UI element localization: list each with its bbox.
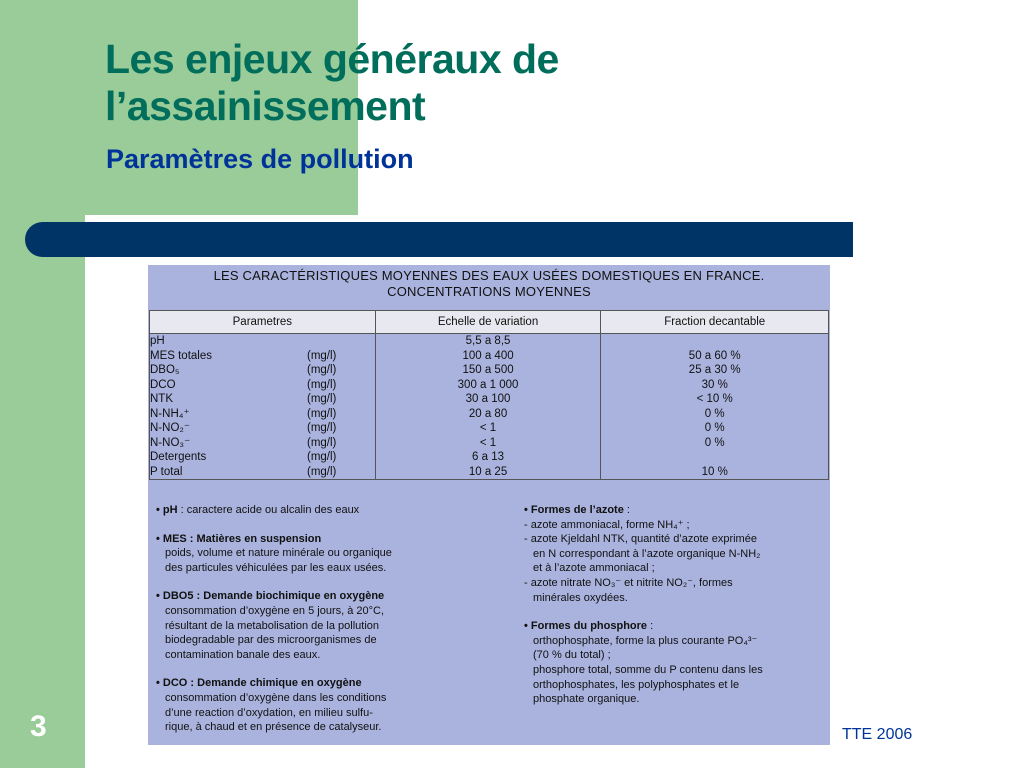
fraction-cell: 0 % <box>704 407 725 420</box>
note-text: minérales oxydées. <box>533 591 628 604</box>
note-ph <box>156 503 456 518</box>
fraction-cell <box>601 450 828 465</box>
left-green-band <box>0 0 85 768</box>
fraction-cell: 30 % <box>701 378 728 391</box>
note-azote <box>524 503 824 605</box>
note-mes-term: • MES : Matières en suspension <box>156 532 322 545</box>
range-column <box>375 334 601 480</box>
parameters-column <box>150 334 376 480</box>
note-azote-colon: : <box>623 504 630 516</box>
param-name: MES totales <box>150 349 212 362</box>
range-cell: 100 a 400 <box>462 349 514 362</box>
wastewater-characteristics-panel <box>148 265 830 745</box>
range-cell: 5,5 a 8,5 <box>465 335 511 347</box>
range-cell: < 1 <box>479 422 497 434</box>
fraction-cell: 10 % <box>701 465 728 478</box>
param-name: DBO₅ <box>150 364 180 376</box>
table-row <box>150 349 375 364</box>
table-row <box>150 334 375 349</box>
range-cell: 6 a 13 <box>472 451 505 463</box>
note-text: consommation d’oxygène dans les conditions <box>165 691 387 704</box>
fraction-cell: 25 a 30 % <box>688 364 741 376</box>
table-row <box>150 450 375 465</box>
range-cell: 20 a 80 <box>468 407 508 420</box>
column-header-fraction: Fraction decantable <box>601 311 829 334</box>
note-text: consommation d’oxygène en 5 jours, à 20°C, <box>165 604 385 617</box>
param-name: N-NH₄⁺ <box>150 407 190 420</box>
fraction-cell: 0 % <box>704 436 725 449</box>
slide-number: 3 <box>30 710 47 743</box>
note-text: - azote Kjeldahl NTK, quantité d’azote exprimée <box>524 533 757 546</box>
fraction-column <box>601 334 829 480</box>
note-dco-term: • DCO : Demande chimique en oxygène <box>156 677 362 690</box>
range-cell: 150 a 500 <box>462 364 514 376</box>
note-ph-term: • pH <box>156 504 178 516</box>
param-unit: (mg/l) <box>307 465 337 478</box>
param-unit: (mg/l) <box>307 436 337 449</box>
slide-title: Les enjeux généraux de l’assainissement <box>105 36 559 129</box>
range-cell: 10 a 25 <box>468 465 508 478</box>
note-text: rique, à chaud et en présence de catalyseur. <box>165 721 382 734</box>
note-text: orthophosphates, les polyphosphates et le <box>533 678 740 691</box>
range-cell: 30 a 100 <box>465 393 511 405</box>
note-text: poids, volume et nature minérale ou organique <box>165 547 392 560</box>
param-unit: (mg/l) <box>307 393 337 405</box>
notes-right-column <box>524 503 824 721</box>
table-body <box>150 334 829 480</box>
note-mes <box>156 532 456 576</box>
note-phosphore-term: • Formes du phosphore <box>524 620 648 633</box>
note-text: biodegradable par des microorganismes de <box>165 634 377 647</box>
note-text: orthophosphate, forme la plus courante PO₄³⁻ <box>533 634 758 647</box>
footer-text: TTE 2006 <box>842 726 913 743</box>
fraction-cell: 0 % <box>704 422 725 434</box>
column-header-range: Echelle de variation <box>375 311 601 334</box>
range-cell: < 1 <box>479 436 497 449</box>
note-text: - azote nitrate NO₃⁻ et nitrite NO₂⁻, formes <box>524 576 733 589</box>
note-ph-def: : caractere acide ou alcalin des eaux <box>177 504 360 516</box>
param-name: NTK <box>150 393 173 405</box>
param-unit: (mg/l) <box>307 349 337 362</box>
param-name: N-NO₃⁻ <box>150 436 191 449</box>
note-text: et à l’azote ammoniacal ; <box>533 562 655 575</box>
panel-heading-line1: LES CARACTÉRISTIQUES MOYENNES DES EAUX USÉES DOMESTIQUES EN FRANCE. <box>213 268 765 283</box>
table-row <box>150 436 375 451</box>
table-header-row <box>150 311 829 334</box>
table-row <box>150 378 375 393</box>
param-name: P total <box>150 465 183 478</box>
note-text: phosphore total, somme du P contenu dans les <box>533 663 763 676</box>
panel-heading <box>148 265 830 300</box>
note-text: (70 % du total) ; <box>533 649 611 662</box>
fraction-cell <box>601 334 828 349</box>
note-text: résultant de la metabolisation de la pollution <box>165 619 380 632</box>
param-unit: (mg/l) <box>307 364 337 376</box>
param-name: DCO <box>150 378 176 391</box>
table-row <box>150 407 375 422</box>
note-text: - azote ammoniacal, forme NH₄⁺ ; <box>524 518 690 531</box>
note-text: des particules véhiculées par les eaux usées. <box>165 561 387 574</box>
fraction-cell: < 10 % <box>696 393 733 405</box>
param-name: Detergents <box>150 451 207 463</box>
title-divider-bar <box>25 222 853 257</box>
param-unit: (mg/l) <box>307 407 337 420</box>
table-row <box>150 363 375 378</box>
note-dbo5-term: • DBO5 : Demande biochimique en oxygène <box>156 590 385 603</box>
note-text: d’une reaction d’oxydation, en milieu sulfu- <box>165 706 373 719</box>
note-text: contamination banale des eaux. <box>165 648 321 661</box>
note-phosphore <box>524 619 824 707</box>
note-dbo5 <box>156 589 456 662</box>
param-unit: (mg/l) <box>307 451 337 463</box>
table-row <box>150 465 375 480</box>
table-row <box>150 421 375 436</box>
column-header-parameters: Parametres <box>150 311 376 334</box>
param-unit: (mg/l) <box>307 422 337 434</box>
note-dco <box>156 676 456 734</box>
panel-heading-line2: CONCENTRATIONS MOYENNES <box>387 284 591 299</box>
param-name: pH <box>150 335 165 347</box>
parameters-table <box>149 310 829 480</box>
note-text: phosphate organique. <box>533 693 640 706</box>
note-azote-term: • Formes de l’azote <box>524 504 624 516</box>
fraction-cell: 50 a 60 % <box>688 349 741 362</box>
slide-subtitle: Paramètres de pollution <box>106 144 414 174</box>
table-row <box>150 392 375 407</box>
notes-left-column <box>156 503 456 749</box>
note-text: en N correspondant à l’azote organique N-NH₂ <box>533 547 761 560</box>
param-name: N-NO₂⁻ <box>150 422 190 434</box>
note-phosphore-colon: : <box>647 620 654 633</box>
param-unit: (mg/l) <box>307 378 337 391</box>
range-cell: 300 a 1 000 <box>457 378 519 391</box>
